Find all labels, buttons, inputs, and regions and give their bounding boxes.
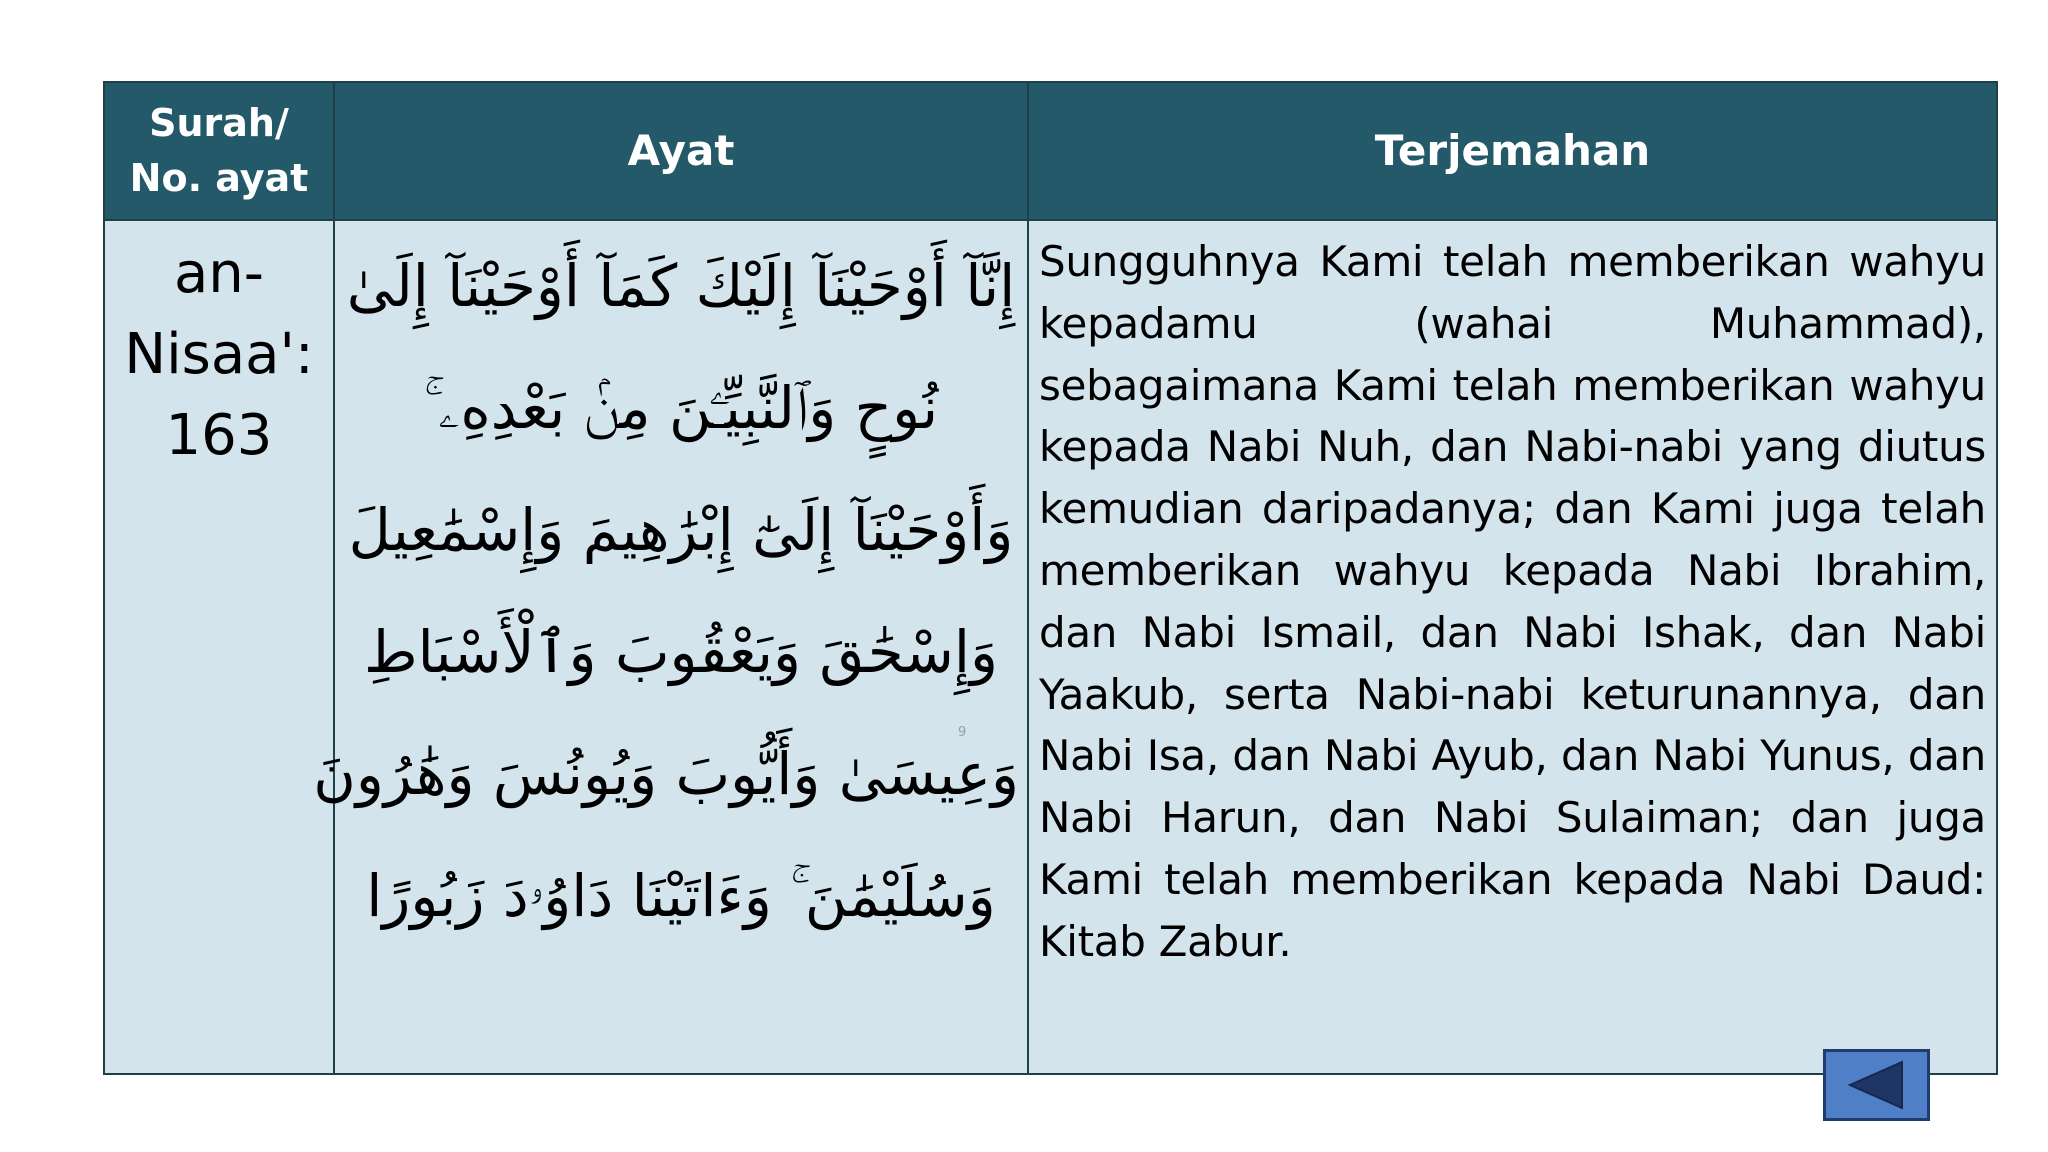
header-ayat: Ayat — [335, 83, 1029, 221]
page-number: 9 — [958, 725, 967, 740]
header-surah — [105, 83, 335, 221]
surah-cell — [105, 221, 335, 1073]
terjemahan-cell: Sungguhnya Kami telah memberikan wahyu kepadamu (wahai Muhammad), sebagaimana Kami telah memberikan wahyu kepada Nabi Nuh, dan Nabi-nabi yang diutus kemudian daripadanya; dan Kami juga telah memberikan wahyu kepada Nabi Ibrahim, dan Nabi Ismail, dan Nabi Ishak, dan Nabi Yaakub, serta Nabi-nabi keturunannya, dan Nabi Isa, dan Nabi Ayub, dan Nabi Yunus, dan Nabi Harun, dan Nabi Sulaiman; dan juga Kami telah memberikan kepada Nabi Daud: Kitab Zabur. — [1029, 221, 1996, 1073]
header-terjemahan: Terjemahan — [1029, 83, 1996, 221]
ayat-cell — [313, 221, 1029, 1073]
ayat-number: 163 — [165, 403, 273, 468]
header-surah-line1: Surah/ — [149, 100, 289, 145]
verse-table — [103, 81, 1998, 1075]
surah-name-line1: an- — [173, 241, 264, 306]
ayat-line: وَعِيسَىٰ وَأَيُّوبَ وَيُونُسَ وَهَٰرُونَ — [313, 740, 1019, 808]
ayat-line: وَأَوْحَيْنَآ إِلَىٰٓ إِبْرَٰهِيمَ وَإِسْمَٰعِيلَ — [348, 496, 1014, 564]
triangle-left-icon — [1842, 1059, 1912, 1111]
back-button[interactable] — [1823, 1049, 1930, 1121]
ayat-line: وَسُلَيْمَٰنَ ۚ وَءَاتَيْنَا دَاوُۥدَ زَبُورًا — [366, 862, 996, 930]
ayat-line: نُوحٍ وَٱلنَّبِيِّـۧنَ مِنۢ بَعْدِهِۦ ۚ — [423, 374, 939, 442]
header-surah-line2: No. ayat — [129, 156, 309, 200]
surah-name-line2: Nisaa': — [124, 322, 314, 387]
ayat-line: وَإِسْحَٰقَ وَيَعْقُوبَ وَٱلْأَسْبَاطِ — [364, 618, 998, 686]
ayat-line: إِنَّآ أَوْحَيْنَآ إِلَيْكَ كَمَآ أَوْحَيْنَآ إِلَىٰ — [346, 252, 1016, 320]
